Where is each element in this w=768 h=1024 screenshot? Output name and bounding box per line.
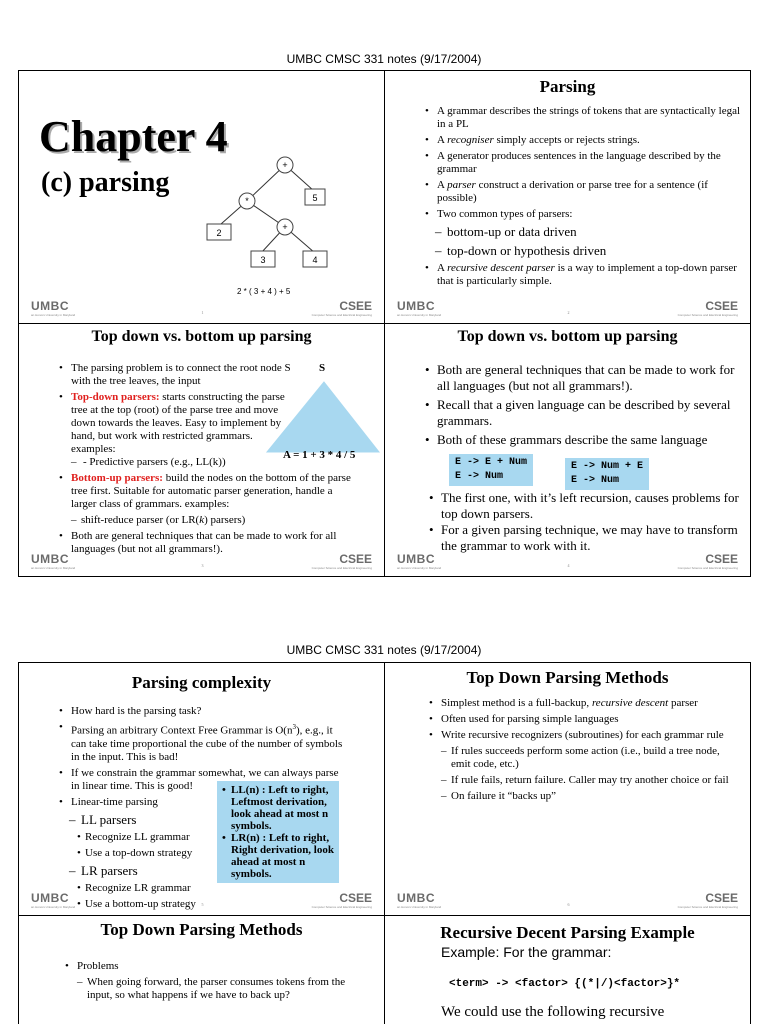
sub-sub-bullet: • Recognize LL grammar (59, 831, 349, 844)
sub-sub-bullet: • Use a bottom-up strategy (59, 898, 349, 911)
bullet: • Write recursive recognizers (subroutines) for each grammar rule (429, 729, 735, 742)
bullet: • A recogniser simply accepts or rejects strings. (425, 134, 740, 147)
bullet-list (429, 697, 735, 806)
slide-7 (18, 915, 385, 1024)
bullet: • Top-down parsers: starts constructing the parse tree at the top (root) of the parse tree and move down towards the leaves. Easy to implement by hand, but work with restricted grammars. examples: (59, 391, 293, 456)
tree-node-4: 4 (312, 255, 318, 265)
grammar-code: <term> -> <factor> {(*|/)<factor>}* (449, 978, 681, 990)
footer-csee-logo: CSEE Computer Science and Electrical Engineering (311, 299, 372, 317)
bullet: • The first one, with it’s left recursion, causes problems for top down parsers. (429, 490, 739, 522)
bullet-list (425, 362, 745, 451)
bullet: • Two common types of parsers: (425, 208, 740, 221)
footer-umbc-logo: UMBC an Honors University in Maryland (397, 891, 442, 909)
bullet: • The parsing problem is to connect the root node S with the tree leaves, the input (59, 362, 291, 388)
slide-8 (384, 915, 751, 1024)
grammar-right-recursive: E -> Num + E E -> Num (565, 458, 649, 490)
footer-umbc-logo: UMBC an Honors University in Maryland (397, 299, 442, 317)
sub-bullet: – When going forward, the parser consumes tokens from the input, so what happens if we have to back up? (65, 976, 365, 1002)
parse-tree-diagram (19, 71, 385, 324)
bullet-list (425, 105, 740, 291)
sub-bullet: – shift-reduce parser (or LR(k) parsers) (59, 514, 359, 527)
example-followup: We could use the following recursive (441, 1004, 665, 1020)
tree-node-3: 3 (260, 255, 266, 265)
slide-title: Top down vs. bottom up parsing (91, 328, 312, 345)
bullet: • Both are general techniques that can be made to work for all languages (but not all grammars!). (59, 530, 359, 556)
footer-umbc-logo: UMBC an Honors University in Maryland (31, 552, 76, 570)
sub-bullet: – On failure it “backs up” (429, 790, 735, 803)
bullet: • Linear-time parsing (59, 796, 349, 809)
bullet: • If we constrain the grammar somewhat, we can always parse in linear time. This is good! (59, 767, 349, 793)
tree-node-plus: + (282, 222, 288, 232)
slide-title: Top down vs. bottom up parsing (457, 328, 678, 345)
slide-2 (384, 70, 751, 324)
sub-bullet: – LR parsers (59, 863, 349, 879)
bullet: • How hard is the parsing task? (59, 705, 349, 718)
triangle-root-label: S (319, 362, 326, 374)
slide-1 (18, 70, 385, 324)
page-header-bottom: UMBC CMSC 331 notes (9/17/2004) (286, 643, 482, 657)
tree-node-2: 2 (216, 228, 222, 238)
slide-title: Top Down Parsing Methods (466, 668, 669, 687)
footer-csee-logo: CSEE Computer Science and Electrical Engineering (677, 299, 738, 317)
slide-title: Parsing (539, 77, 596, 96)
bullet: • A grammar describes the strings of tokens that are syntactically legal in a PL (425, 105, 740, 131)
bullet: • Bottom-up parsers: build the nodes on the bottom of the parse tree first. Suitable for automatic parser generation, handle a larger class of grammars. examples: (59, 472, 359, 511)
slide-3 (18, 323, 385, 577)
page-number: 6 (567, 902, 570, 907)
footer-umbc-logo: UMBC an Honors University in Maryland (397, 552, 442, 570)
slide-title: Recursive Decent Parsing Example (440, 923, 695, 942)
page-number: 4 (567, 563, 570, 568)
sub-bullet: – top-down or hypothesis driven (425, 243, 740, 259)
tree-node-5: 5 (312, 193, 318, 203)
bullet: • A generator produces sentences in the language described by the grammar (425, 150, 740, 176)
footer-csee-logo: CSEE Computer Science and Electrical Engineering (311, 552, 372, 570)
bullet: • Parsing an arbitrary Context Free Grammar is $O(n^3)$, e.g., it can take time proportional the cube of the number of symbols in the input. This is bad! (59, 721, 349, 764)
bullet: • A recursive descent parser is a way to implement a top-down parser that is particularly simple. (425, 262, 740, 288)
slide-title: Top Down Parsing Methods (100, 920, 303, 939)
bullet-list (65, 960, 365, 1005)
bullet: • Simplest method is a full-backup, recursive descent parser (429, 697, 735, 710)
tree-node-mul: * (245, 196, 249, 206)
bullet-list-2 (429, 490, 739, 557)
footer-umbc-logo: UMBC an Honors University in Maryland (31, 299, 76, 317)
example-intro: Example: For the grammar: (441, 944, 612, 960)
tree-expression: 2 * ( 3 + 4 ) + 5 (237, 287, 291, 296)
page-header-top: UMBC CMSC 331 notes (9/17/2004) (286, 52, 482, 66)
sub-bullet: – bottom-up or data driven (425, 224, 740, 240)
bullet: • Recall that a given language can be described by several grammars. (425, 397, 745, 429)
footer-csee-logo: CSEE Computer Science and Electrical Engineering (311, 891, 372, 909)
ll-lr-definition-box: • LL(n) : Left to right, Leftmost derivation, look ahead at most n symbols. • LR(n) : Left to right, Right derivation, look ahead at most n symbols. (217, 781, 339, 883)
sub-bullet: – - Predictive parsers (e.g., LL(k)) (59, 456, 359, 469)
slide-title: Parsing complexity (131, 673, 272, 692)
page-number: 2 (567, 310, 570, 315)
page-number: 3 (201, 563, 204, 568)
bullet: • A parser construct a derivation or parse tree for a sentence (if possible) (425, 179, 740, 205)
bullet: • Both of these grammars describe the same language (425, 432, 745, 448)
sub-bullet: – LL parsers (59, 812, 349, 828)
sub-sub-bullet: • Use a top-down strategy (59, 847, 349, 860)
chapter-title: Chapter 4 (39, 112, 228, 161)
page-number: 1 (201, 310, 204, 315)
footer-umbc-logo: UMBC an Honors University in Maryland (31, 891, 76, 909)
bullet-list (59, 362, 359, 559)
footer-csee-logo: CSEE Computer Science and Electrical Engineering (677, 891, 738, 909)
slide-6 (384, 662, 751, 916)
bullet: • Often used for parsing simple languages (429, 713, 735, 726)
sub-bullet: – If rules succeeds perform some action (i.e., build a tree node, emit code, etc.) (429, 745, 735, 771)
tree-node-root: + (282, 160, 288, 170)
bullet: • For a given parsing technique, we may have to transform the grammar to work with it. (429, 522, 739, 554)
page-number: 5 (201, 902, 204, 907)
sub-bullet: – If rule fails, return failure. Caller may try another choice or fail (429, 774, 735, 787)
footer-csee-logo: CSEE Computer Science and Electrical Engineering (677, 552, 738, 570)
bullet: • Problems (65, 960, 365, 973)
triangle-input-label: A = 1 + 3 * 4 / 5 (283, 449, 356, 461)
slide-4 (384, 323, 751, 577)
slide-5 (18, 662, 385, 916)
bullet: • Both are general techniques that can be made to work for all languages (but not all grammars!). (425, 362, 745, 394)
chapter-subtitle: (c) parsing (41, 167, 170, 198)
sub-sub-bullet: • Recognize LR grammar (59, 882, 349, 895)
grammar-left-recursive: E -> E + Num E -> Num (449, 454, 533, 486)
